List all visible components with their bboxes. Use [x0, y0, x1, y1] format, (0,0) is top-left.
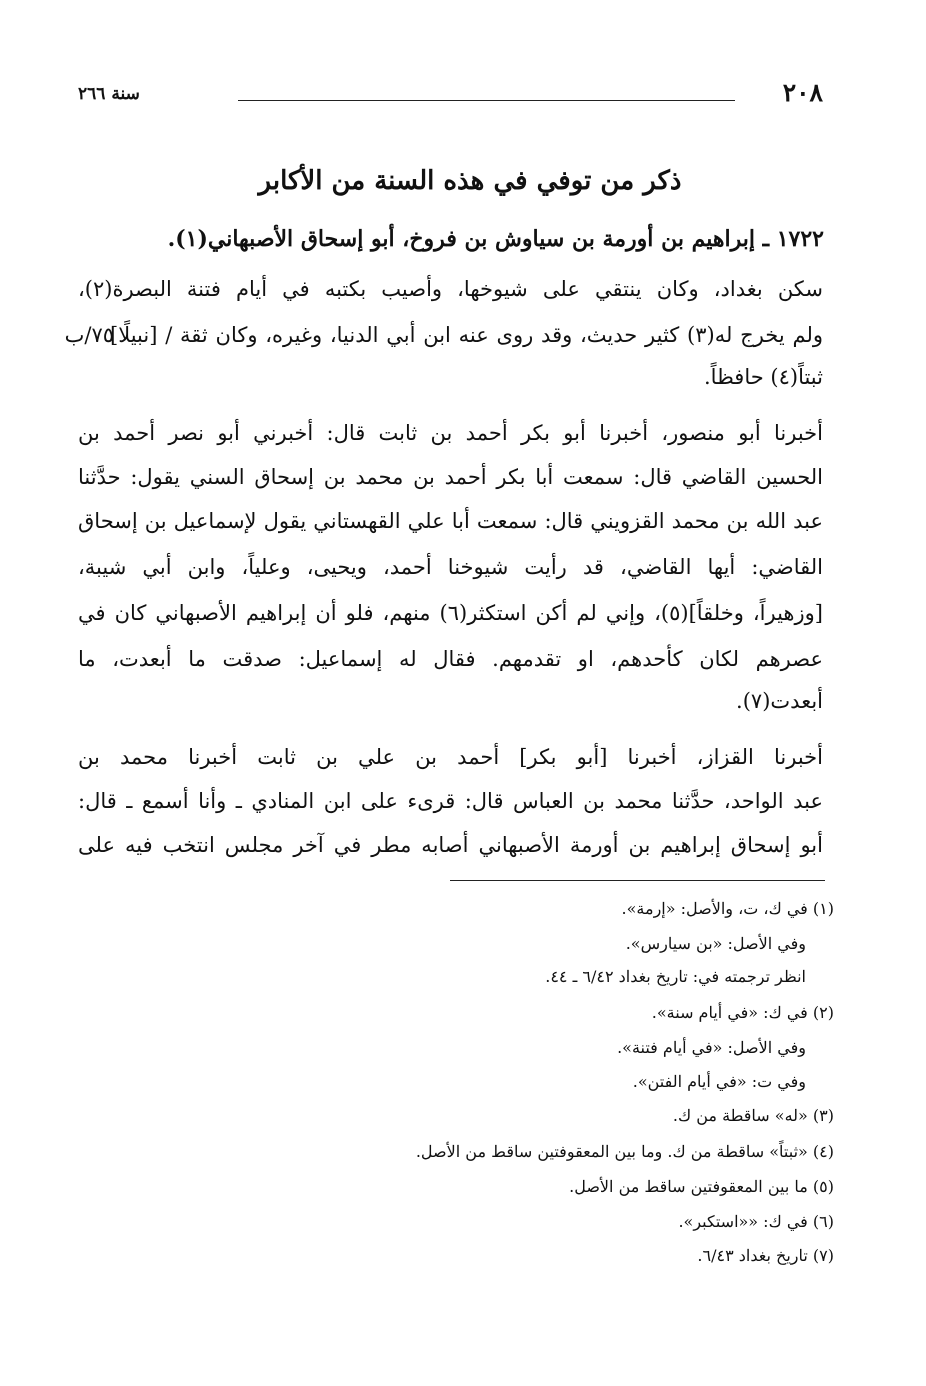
body-line-7: القاضي: أيها القاضي، قد رأيت شيوخنا أحمد، ويحيى، وعلياً، وابن أبي شيبة،: [78, 555, 823, 579]
footnote-1-line-2: وفي الأصل: «بن سيارس».: [625, 934, 806, 953]
footnote-2: (٢) في ك: «في أيام سنة».: [651, 1003, 834, 1022]
page-number: ٢٠٨: [782, 78, 823, 107]
body-line-6: عبد الله بن محمد القزويني قال: سمعت أبا علي القهستاني يقول لإسماعيل بن إسحاق: [78, 509, 823, 533]
body-line-11: أخبرنا القزاز، أخبرنا [أبو بكر] أحمد بن علي بن ثابت أخبرنا محمد بن: [78, 745, 823, 769]
footnote-3: (٣) «له» ساقطة من ك.: [672, 1106, 834, 1125]
body-line-10: أبعدت(٧).: [736, 689, 823, 713]
body-line-12: عبد الواحد، حدَّثنا محمد بن العباس قال: قرىء على ابن المنادي ـ وأنا أسمع ـ قال:: [78, 789, 823, 813]
body-line-9: عصرهم لكان كأحدهم، او تقدمهم. فقال له إسماعيل: صدقت ما أبعدت، ما: [78, 647, 823, 671]
footnote-5: (٥) ما بين المعقوفتين ساقط من الأصل.: [569, 1177, 834, 1196]
body-line-4: أخبرنا أبو منصور، أخبرنا أبو بكر أحمد بن ثابت قال: أخبرني أبو نصر أحمد بن: [78, 421, 823, 445]
body-line-1: سكن بغداد، وكان ينتقي على شيوخها، وأصيب بكتبه في أيام فتنة البصرة(٢)،: [78, 277, 823, 301]
body-line-3: ثبتاً(٤) حافظاً.: [704, 365, 823, 389]
footnote-2-line-2: وفي الأصل: «في أيام فتنة».: [617, 1038, 806, 1057]
margin-note: ٧٥/ب: [64, 323, 114, 347]
header-rule: [238, 100, 735, 101]
footnote-1-line-3: انظر ترجمته في: تاريخ بغداد ٦/٤٢ ـ ٤٤.: [545, 967, 806, 986]
footnote-2-line-3: وفي ت: «في أيام الفتن».: [632, 1072, 806, 1091]
entry-heading: ١٧٢٢ ـ إبراهيم بن أورمة بن سياوش بن فروخ، أبو إسحاق الأصبهاني(١).: [167, 226, 824, 252]
section-heading: ذكر من توفي في هذه السنة من الأكابر: [258, 166, 682, 196]
body-line-5: الحسين القاضي قال: سمعت أبا بكر أحمد بن محمد بن إسحاق السني يقول: حدَّثنا: [78, 465, 823, 489]
footnote-1: (١) في ك، ت، والأصل: «إرمة».: [621, 899, 834, 918]
running-header: [78, 78, 823, 114]
footnote-rule: [450, 880, 825, 881]
footnote-6: (٦) في ك: ««استكبر».: [678, 1212, 834, 1231]
body-line-2: ولم يخرج له(٣) كثير حديث، وقد روى عنه ابن أبي الدنيا، وغيره، وكان ثقة / [نبيلًا]: [110, 323, 823, 347]
running-title: سنة ٢٦٦: [78, 84, 140, 104]
body-line-8: [وزهيراً، وخلقاً](٥)، وإني لم أكن استكثر(٦) منهم، فلو أن إبراهيم الأصبهاني كان في: [78, 601, 823, 625]
footnote-4: (٤) «ثبتاً» ساقطة من ك. وما بين المعقوفتين ساقط من الأصل.: [415, 1142, 834, 1161]
footnote-7: (٧) تاريخ بغداد ٦/٤٣.: [697, 1246, 834, 1265]
body-line-13: أبو إسحاق إبراهيم بن أورمة الأصبهاني أصابه مطر في آخر مجلس انتخب فيه على: [78, 833, 823, 857]
